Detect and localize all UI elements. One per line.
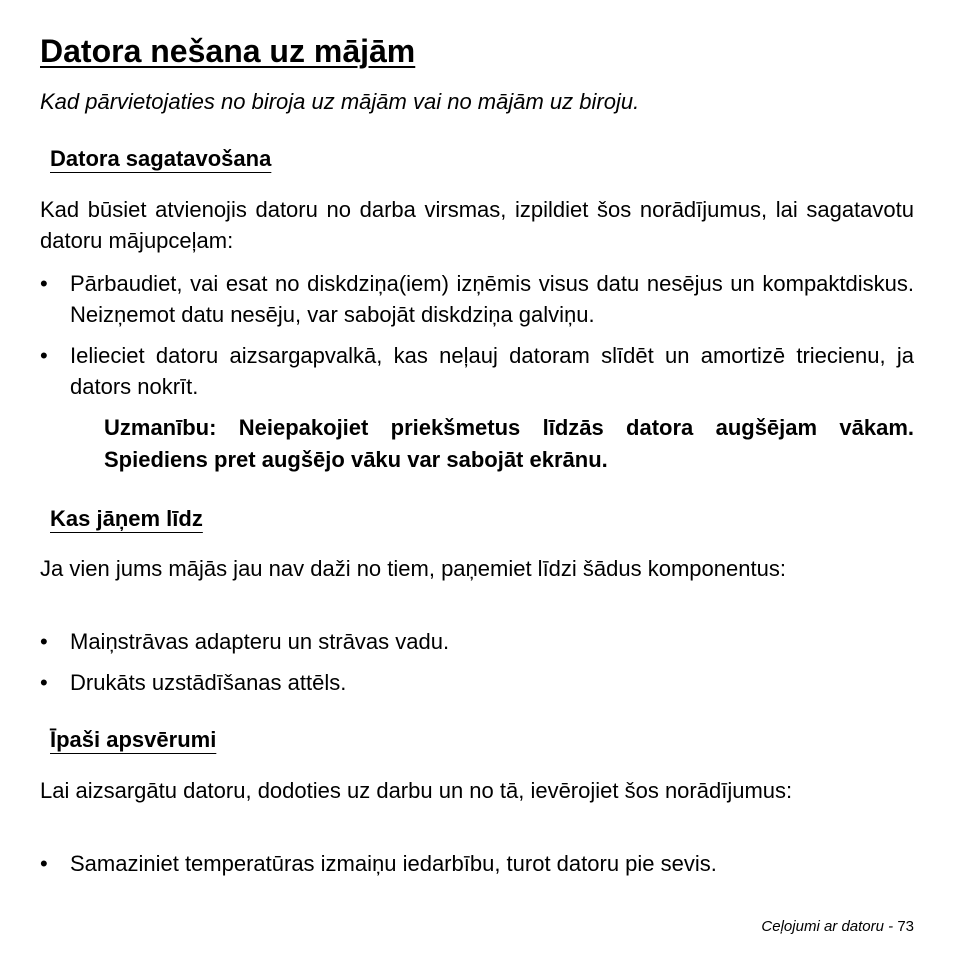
section-intro-what-to-take: Ja vien jums mājās jau nav daži no tiem, paņemiet līdzi šādus komponentus: bbox=[40, 556, 786, 581]
bullet-icon: • bbox=[40, 670, 48, 695]
list-item-text: Ielieciet datoru aizsargapvalkā, kas neļauj datoram slīdēt un amortizē triecienu, ja dators nokrīt. bbox=[70, 343, 914, 399]
section-intro-special-considerations: Lai aizsargātu datoru, dodoties uz darbu un no tā, ievērojiet šos norādījumus: bbox=[40, 778, 793, 803]
bullet-icon: • bbox=[40, 629, 48, 654]
list-item bbox=[40, 667, 914, 698]
section-heading-special-considerations: Īpaši apsvērumi bbox=[50, 727, 217, 752]
section-heading-preparing: Datora sagatavošana bbox=[50, 146, 272, 171]
footer-section-label: Ceļojumi ar datoru - bbox=[761, 918, 894, 935]
bullet-icon: • bbox=[40, 851, 48, 876]
caution-note: Uzmanību: Neiepakojiet priekšmetus līdzās datora augšējam vākam. Spiediens pret augšējo vāku var sabojāt ekrānu. bbox=[104, 415, 914, 472]
list-item bbox=[40, 340, 914, 402]
page-footer bbox=[761, 917, 914, 937]
list-item-text: Drukāts uzstādīšanas attēls. bbox=[70, 670, 347, 695]
section-intro-preparing: Kad būsiet atvienojis datoru no darba virsmas, izpildiet šos norādījumus, lai sagatavotu datoru mājupceļam: bbox=[40, 197, 914, 253]
bullet-icon: • bbox=[40, 343, 48, 368]
page-subtitle: Kad pārvietojaties no biroja uz mājām vai no mājām uz biroju. bbox=[40, 89, 640, 114]
list-item-text: Maiņstrāvas adapteru un strāvas vadu. bbox=[70, 629, 450, 654]
bullet-icon: • bbox=[40, 271, 48, 296]
list-item bbox=[40, 626, 914, 657]
page-title: Datora nešana uz mājām bbox=[40, 33, 416, 69]
list-item bbox=[40, 268, 914, 330]
list-item-text: Samaziniet temperatūras izmaiņu iedarbību, turot datoru pie sevis. bbox=[70, 851, 717, 876]
page-number: 73 bbox=[897, 918, 914, 935]
section-heading-what-to-take: Kas jāņem līdz bbox=[50, 506, 203, 531]
list-item-text: Pārbaudiet, vai esat no diskdziņa(iem) izņēmis visus datu nesējus un kompaktdiskus. Neizņemot datu nesēju, var sabojāt diskdziņa galviņu. bbox=[70, 271, 914, 327]
list-item bbox=[40, 848, 914, 879]
